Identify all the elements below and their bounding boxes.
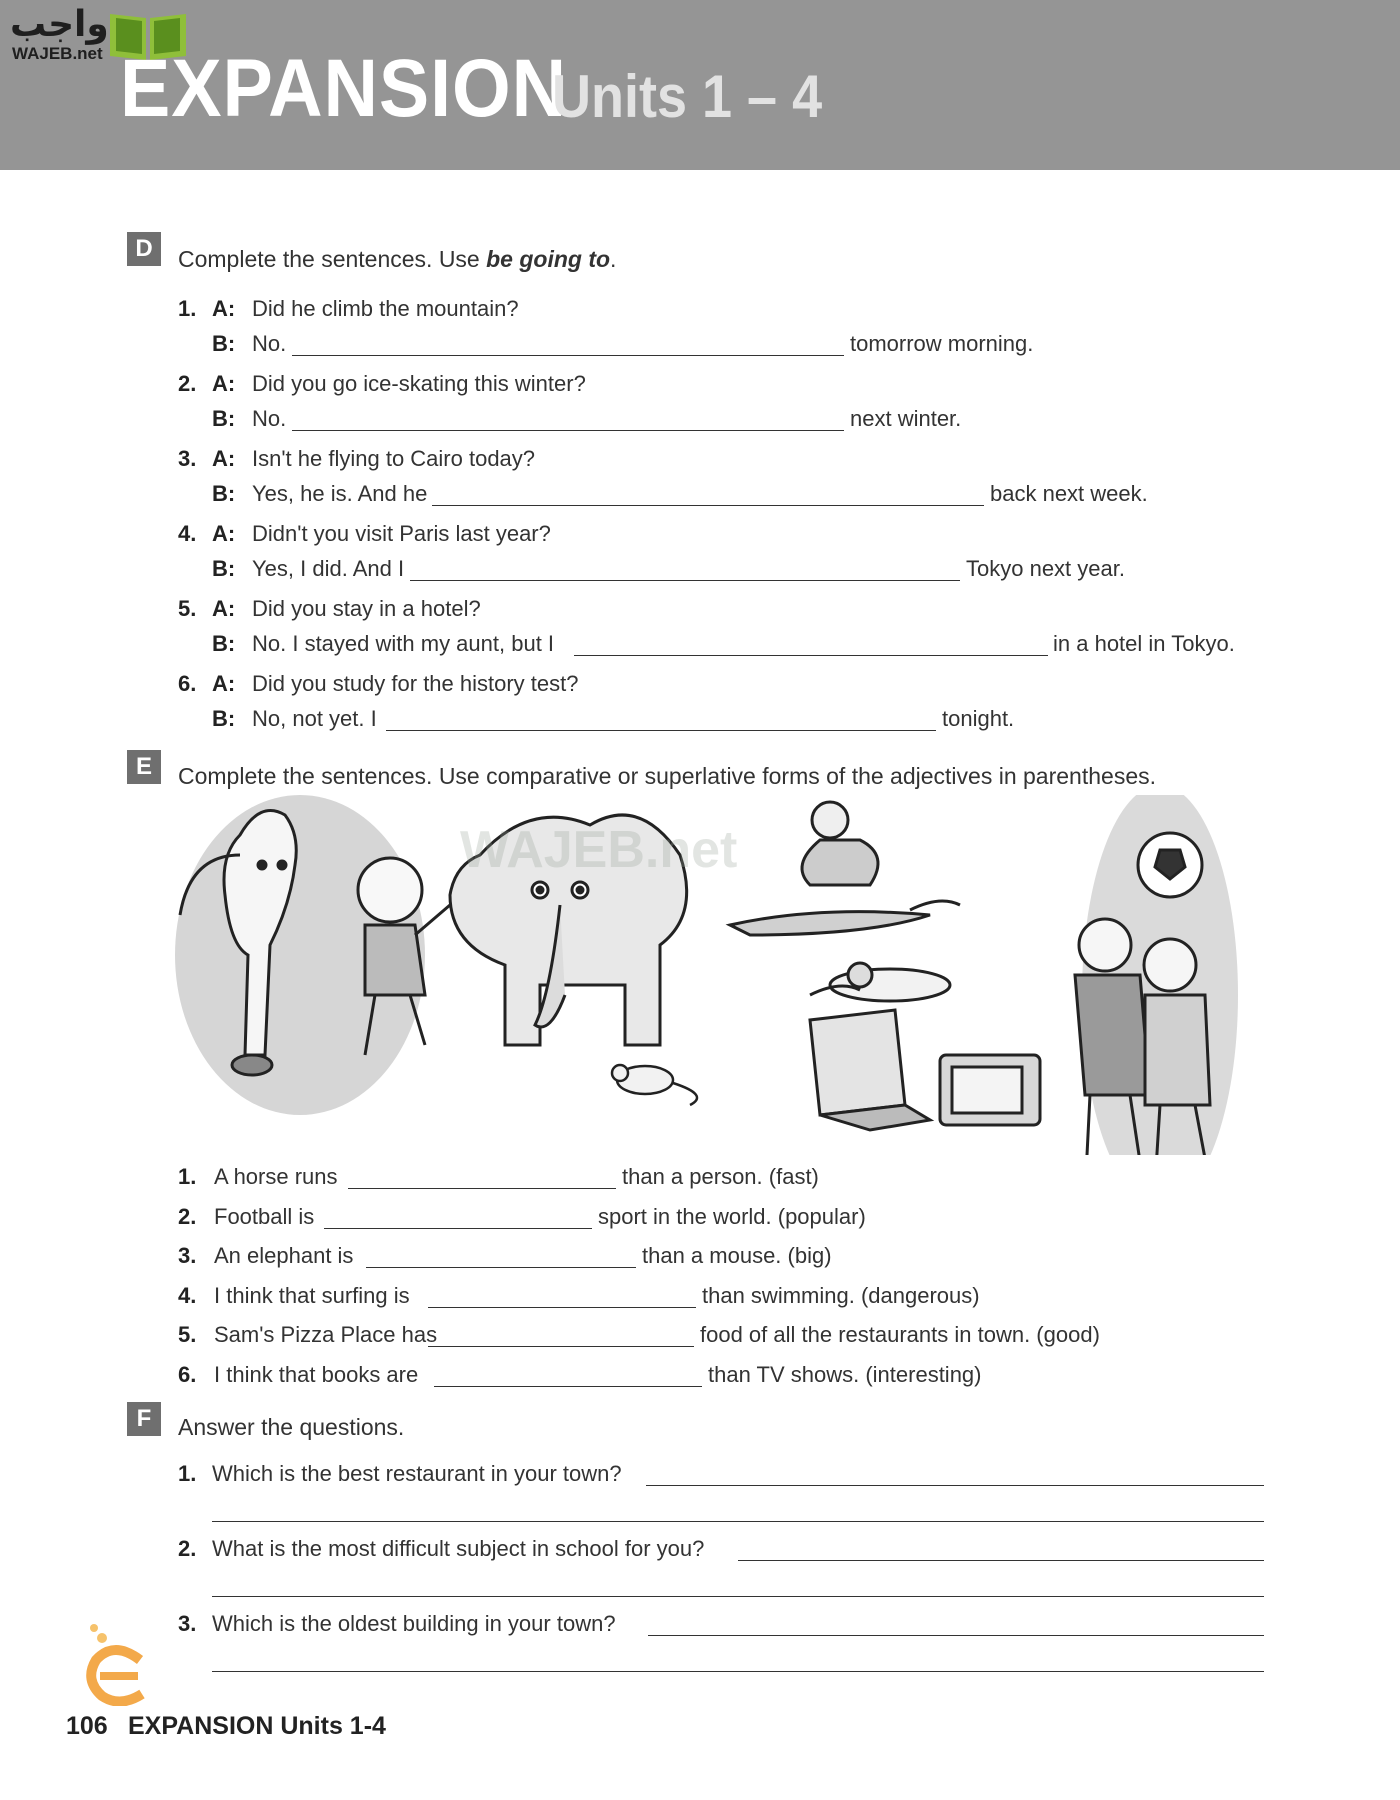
f1-number: 1.: [178, 1461, 197, 1486]
footer-title: EXPANSION Units 1-4: [128, 1712, 386, 1740]
f1-answer-line-2[interactable]: [212, 1521, 1264, 1522]
d4-answer-blank[interactable]: [410, 580, 960, 581]
d6-a-label: A:: [212, 671, 236, 696]
d4-number: 4.: [178, 521, 197, 546]
e4-prefix: I think that surfing is: [214, 1283, 410, 1308]
d6-question: Did you study for the history test?: [252, 671, 579, 696]
d6-number: 6.: [178, 671, 197, 696]
section-f-instruction: Answer the questions.: [178, 1414, 405, 1440]
e6-prefix: I think that books are: [214, 1362, 419, 1387]
e6-suffix: than TV shows. (interesting): [708, 1362, 982, 1387]
f1-answer-line-1[interactable]: [646, 1485, 1264, 1486]
e2-suffix: sport in the world. (popular): [598, 1204, 866, 1229]
f2-answer-line-2[interactable]: [212, 1596, 1264, 1597]
logo-text: WAJEB.net: [12, 44, 103, 63]
section-d-instruction: [178, 246, 616, 273]
d2-question: Did you go ice-skating this winter?: [252, 371, 586, 396]
d6-answer-suffix: tonight.: [942, 706, 1015, 731]
d3-question: Isn't he flying to Cairo today?: [252, 446, 536, 471]
book-illustration-icon: [810, 1010, 930, 1130]
d1-b-label: B:: [212, 331, 236, 356]
logo-arabic-text: واجب: [10, 4, 109, 45]
watermark: WAJEB.net: [460, 821, 738, 879]
d1-a-label: A:: [212, 296, 236, 321]
d1-question: Did he climb the mountain?: [252, 296, 519, 321]
soccer-ball-icon: [1138, 833, 1202, 897]
d3-number: 3.: [178, 446, 197, 471]
e3-answer-blank[interactable]: [366, 1267, 636, 1268]
d2-answer-prefix: No.: [252, 406, 287, 431]
d2-b-label: B:: [212, 406, 236, 431]
d4-answer-prefix: Yes, I did. And I: [252, 556, 405, 581]
f1-question: Which is the best restaurant in your town?: [212, 1461, 622, 1486]
f3-answer-line-1[interactable]: [648, 1635, 1264, 1636]
d2-number: 2.: [178, 371, 197, 396]
d3-answer-suffix: back next week.: [990, 481, 1148, 506]
d4-answer-suffix: Tokyo next year.: [966, 556, 1125, 581]
e1-prefix: A horse runs: [214, 1164, 338, 1189]
page-number: 106: [66, 1712, 108, 1740]
d5-number: 5.: [178, 596, 197, 621]
decorative-e-icon: [84, 1620, 150, 1706]
f2-question: What is the most difficult subject in school for you?: [212, 1536, 705, 1561]
e6-answer-blank[interactable]: [434, 1386, 702, 1387]
e1-answer-blank[interactable]: [348, 1188, 616, 1189]
d3-a-label: A:: [212, 446, 236, 471]
section-e-badge: E: [127, 750, 161, 784]
instruction-text: Complete the sentences. Use: [178, 246, 480, 272]
mouse-icon: [612, 1065, 697, 1105]
e2-answer-blank[interactable]: [324, 1228, 592, 1229]
e2-prefix: Football is: [214, 1204, 315, 1229]
d6-b-label: B:: [212, 706, 236, 731]
e4-number: 4.: [178, 1283, 197, 1308]
d4-b-label: B:: [212, 556, 236, 581]
page-title: EXPANSION: [120, 43, 568, 134]
e3-prefix: An elephant is: [214, 1243, 354, 1268]
d2-a-label: A:: [212, 371, 236, 396]
e5-answer-blank[interactable]: [428, 1346, 694, 1347]
d5-answer-prefix: No. I stayed with my aunt, but I: [252, 631, 555, 656]
d2-answer-suffix: next winter.: [850, 406, 962, 431]
page-header: [0, 0, 1400, 170]
d5-a-label: A:: [212, 596, 236, 621]
e3-number: 3.: [178, 1243, 197, 1268]
d3-answer-blank[interactable]: [432, 505, 984, 506]
section-f-badge: F: [127, 1402, 161, 1436]
d1-answer-suffix: tomorrow morning.: [850, 331, 1034, 356]
d5-question: Did you stay in a hotel?: [252, 596, 481, 621]
d6-answer-blank[interactable]: [386, 730, 936, 731]
surfer-icon: [730, 802, 960, 935]
e6-number: 6.: [178, 1362, 197, 1387]
d1-answer-prefix: No.: [252, 331, 287, 356]
e3-suffix: than a mouse. (big): [642, 1243, 832, 1268]
tv-icon: [940, 1055, 1040, 1125]
e1-number: 1.: [178, 1164, 197, 1189]
d3-b-label: B:: [212, 481, 236, 506]
swimmer-icon: [810, 963, 950, 1001]
f3-question: Which is the oldest building in your town?: [212, 1611, 616, 1636]
e4-answer-blank[interactable]: [428, 1307, 696, 1308]
f2-answer-line-1[interactable]: [738, 1560, 1264, 1561]
section-e-instruction: Complete the sentences. Use comparative or superlative forms of the adjectives in parentheses.: [178, 763, 1156, 789]
d6-answer-prefix: No, not yet. I: [252, 706, 377, 731]
e5-suffix: food of all the restaurants in town. (good): [700, 1322, 1100, 1347]
e4-suffix: than swimming. (dangerous): [702, 1283, 980, 1308]
e5-number: 5.: [178, 1322, 197, 1347]
d3-answer-prefix: Yes, he is. And he: [252, 481, 428, 506]
d5-answer-suffix: in a hotel in Tokyo.: [1053, 631, 1235, 656]
f3-answer-line-2[interactable]: [212, 1671, 1264, 1672]
d5-b-label: B:: [212, 631, 236, 656]
section-d-badge: D: [127, 232, 161, 266]
e2-number: 2.: [178, 1204, 197, 1229]
d1-answer-blank[interactable]: [292, 355, 844, 356]
instruction-end: .: [610, 246, 617, 272]
f3-number: 3.: [178, 1611, 197, 1636]
e1-suffix: than a person. (fast): [622, 1164, 819, 1189]
d4-a-label: A:: [212, 521, 236, 546]
page-subtitle: Units 1 – 4: [552, 63, 823, 130]
e5-prefix: Sam's Pizza Place has: [214, 1322, 438, 1347]
instruction-emphasis: be going to: [486, 246, 611, 272]
f2-number: 2.: [178, 1536, 197, 1561]
d4-question: Didn't you visit Paris last year?: [252, 521, 551, 546]
d5-answer-blank[interactable]: [574, 655, 1048, 656]
d2-answer-blank[interactable]: [292, 430, 844, 431]
d1-number: 1.: [178, 296, 197, 321]
